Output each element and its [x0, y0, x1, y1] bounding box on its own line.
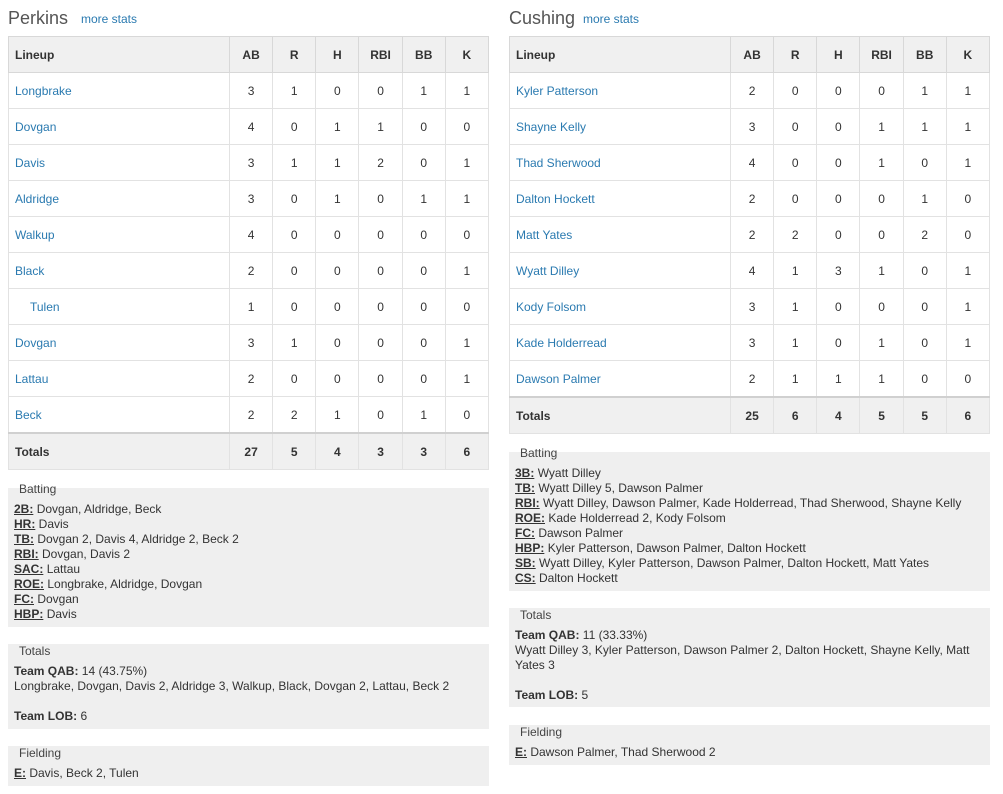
totals-panel-body: [515, 628, 984, 703]
stat-line: [515, 571, 984, 586]
column-header-ab: AB: [230, 37, 273, 73]
stat-ab: 2: [230, 253, 273, 289]
totals-row: [510, 397, 990, 434]
fielding-panel: [509, 725, 990, 765]
stat-h: 0: [316, 361, 359, 397]
table-row: [510, 325, 990, 361]
lineup-header-row: [9, 37, 489, 73]
stat-bb: 0: [903, 325, 946, 361]
stat-bb: 0: [402, 253, 445, 289]
team-perkins: [8, 0, 489, 780]
stat-text: Dawson Palmer: [538, 526, 624, 540]
stat-r: 0: [273, 217, 316, 253]
stat-k: 0: [946, 217, 989, 253]
table-row: [9, 289, 489, 325]
stat-line: [515, 526, 984, 541]
stat-k: 0: [946, 361, 989, 398]
stat-text: Dovgan, Davis 2: [42, 547, 131, 561]
stat-r: 1: [774, 253, 817, 289]
stat-text: Longbrake, Aldridge, Dovgan: [47, 577, 203, 591]
table-row: [510, 289, 990, 325]
lineup-header-row: [510, 37, 990, 73]
player-link[interactable]: Dovgan: [15, 335, 57, 350]
stat-bb: 0: [402, 325, 445, 361]
stat-k: 1: [445, 145, 488, 181]
stat-bb: 0: [903, 289, 946, 325]
stat-ab: 3: [731, 109, 774, 145]
stat-text: Kade Holderread 2, Kody Folsom: [548, 511, 726, 525]
stat-bb: 1: [903, 181, 946, 217]
player-link[interactable]: Kade Holderread: [516, 335, 607, 350]
table-row: [9, 217, 489, 253]
totals-panel: [8, 644, 489, 729]
totals-panel-body: [14, 664, 483, 724]
stat-ab: 2: [731, 73, 774, 109]
column-header-rbi: RBI: [860, 37, 903, 73]
stat-r: 1: [774, 325, 817, 361]
stat-text: Wyatt Dilley, Dawson Palmer, Kade Holderread, Thad Sherwood, Shayne Kelly: [543, 496, 962, 510]
stat-abbr: SB:: [515, 556, 536, 570]
stat-r: 0: [774, 145, 817, 181]
stat-h: 1: [316, 145, 359, 181]
player-link[interactable]: Lattau: [15, 371, 49, 386]
player-link[interactable]: Walkup: [15, 227, 55, 242]
stat-rbi: 0: [359, 217, 402, 253]
stat-r: 1: [774, 361, 817, 398]
team-header: [509, 0, 990, 36]
stat-ab: 3: [230, 145, 273, 181]
table-row: [510, 145, 990, 181]
stat-k: 1: [946, 325, 989, 361]
team-qab-value: 11 (33.33%): [582, 628, 648, 642]
stat-bb: 1: [903, 73, 946, 109]
stat-h: 0: [817, 325, 860, 361]
column-header-bb: BB: [903, 37, 946, 73]
stat-rbi: 1: [860, 361, 903, 398]
stat-line: [14, 517, 483, 532]
stat-ab: 3: [731, 325, 774, 361]
stat-ab: 4: [731, 253, 774, 289]
table-row: [510, 253, 990, 289]
stat-rbi: 0: [359, 181, 402, 217]
column-header-h: H: [817, 37, 860, 73]
column-header-rbi: RBI: [359, 37, 402, 73]
table-row: [510, 73, 990, 109]
totals-bb: 5: [903, 397, 946, 434]
stat-line: [14, 577, 483, 592]
stat-ab: 4: [731, 145, 774, 181]
stat-line: [14, 502, 483, 517]
player-link[interactable]: Thad Sherwood: [516, 155, 601, 170]
stat-bb: 0: [402, 361, 445, 397]
stat-rbi: 0: [359, 253, 402, 289]
stat-k: 1: [946, 109, 989, 145]
stat-ab: 3: [230, 325, 273, 361]
stat-ab: 2: [230, 397, 273, 434]
stat-line: [515, 466, 984, 481]
totals-ab: 25: [731, 397, 774, 434]
stat-abbr: E:: [14, 766, 26, 780]
stat-bb: 0: [402, 289, 445, 325]
stat-abbr: ROE:: [515, 511, 545, 525]
stat-rbi: 0: [359, 361, 402, 397]
fielding-panel: [8, 746, 489, 786]
stat-h: 1: [316, 397, 359, 434]
stat-ab: 3: [230, 181, 273, 217]
totals-k: 6: [445, 433, 488, 470]
stat-r: 0: [273, 181, 316, 217]
batting-panel: [8, 482, 489, 627]
stat-rbi: 0: [860, 181, 903, 217]
more-stats-link[interactable]: more stats: [583, 12, 640, 26]
stat-line: [14, 766, 483, 781]
stat-r: 0: [273, 253, 316, 289]
stat-abbr: FC:: [515, 526, 535, 540]
stat-bb: 1: [402, 73, 445, 109]
stat-rbi: 0: [860, 73, 903, 109]
team-lob-value: 6: [80, 709, 88, 723]
column-header-r: R: [774, 37, 817, 73]
totals-ab: 27: [230, 433, 273, 470]
stat-k: 0: [445, 289, 488, 325]
stat-abbr: 3B:: [515, 466, 535, 480]
panel-title: Batting: [520, 446, 558, 460]
stat-line: [515, 481, 984, 496]
totals-r: 5: [273, 433, 316, 470]
stat-rbi: 0: [359, 289, 402, 325]
team-qab-detail: Longbrake, Dovgan, Davis 2, Aldridge 3, Walkup, Black, Dovgan 2, Lattau, Beck 2: [14, 679, 450, 693]
stat-k: 1: [445, 181, 488, 217]
stat-h: 1: [316, 109, 359, 145]
batting-panel: [509, 446, 990, 591]
stat-line: [14, 547, 483, 562]
player-link[interactable]: Davis: [15, 155, 46, 170]
stat-h: 0: [316, 289, 359, 325]
stat-r: 0: [273, 361, 316, 397]
column-header-bb: BB: [402, 37, 445, 73]
stat-bb: 2: [903, 217, 946, 253]
stat-text: Dovgan, Aldridge, Beck: [36, 502, 162, 516]
stat-r: 0: [774, 73, 817, 109]
stat-rbi: 1: [860, 325, 903, 361]
table-row: [9, 397, 489, 434]
stat-ab: 2: [731, 181, 774, 217]
panel-title: Fielding: [520, 725, 563, 739]
stat-line: [14, 607, 483, 622]
more-stats-link[interactable]: more stats: [81, 12, 138, 26]
table-row: [9, 73, 489, 109]
stat-k: 0: [445, 109, 488, 145]
totals-panel: [509, 608, 990, 707]
stat-abbr: FC:: [14, 592, 34, 606]
player-link[interactable]: Shayne Kelly: [516, 119, 587, 134]
stat-rbi: 0: [359, 397, 402, 434]
stat-rbi: 2: [359, 145, 402, 181]
stat-line: [14, 592, 483, 607]
stat-bb: 1: [402, 397, 445, 434]
column-header-lineup: Lineup: [510, 37, 731, 73]
table-row: [9, 253, 489, 289]
totals-rbi: 5: [860, 397, 903, 434]
stat-text: Wyatt Dilley, Kyler Patterson, Dawson Palmer, Dalton Hockett, Matt Yates: [539, 556, 930, 570]
stat-line: [515, 511, 984, 526]
stat-text: Dawson Palmer, Thad Sherwood 2: [530, 745, 716, 759]
panel-title: Fielding: [19, 746, 62, 760]
stat-k: 1: [445, 73, 488, 109]
stat-rbi: 0: [860, 289, 903, 325]
table-row: [9, 145, 489, 181]
player-link[interactable]: Dovgan: [15, 119, 57, 134]
stat-rbi: 0: [860, 217, 903, 253]
stat-line: [14, 532, 483, 547]
lineup-body: [510, 73, 990, 398]
player-link[interactable]: Matt Yates: [516, 227, 573, 242]
stat-r: 0: [774, 181, 817, 217]
totals-k: 6: [946, 397, 989, 434]
column-header-k: K: [946, 37, 989, 73]
stat-k: 1: [946, 253, 989, 289]
stat-bb: 0: [402, 217, 445, 253]
stat-rbi: 1: [860, 145, 903, 181]
stat-k: 0: [445, 397, 488, 434]
stat-h: 0: [817, 181, 860, 217]
panel-title: Batting: [19, 482, 57, 496]
table-row: [510, 361, 990, 398]
panel-title: Totals: [19, 644, 51, 658]
stat-h: 0: [316, 73, 359, 109]
stat-ab: 3: [731, 289, 774, 325]
team-cushing: [509, 0, 990, 759]
stat-r: 1: [774, 289, 817, 325]
column-header-k: K: [445, 37, 488, 73]
stat-line: [14, 562, 483, 577]
table-row: [9, 109, 489, 145]
table-row: [510, 181, 990, 217]
stat-abbr: CS:: [515, 571, 536, 585]
stat-abbr: HBP:: [515, 541, 545, 555]
stat-h: 0: [316, 217, 359, 253]
stat-r: 0: [774, 109, 817, 145]
player-link[interactable]: Longbrake: [15, 83, 72, 98]
player-link[interactable]: Aldridge: [15, 191, 60, 206]
stat-ab: 2: [731, 217, 774, 253]
stat-text: Davis, Beck 2, Tulen: [29, 766, 139, 780]
totals-bb: 3: [402, 433, 445, 470]
totals-row: [9, 433, 489, 470]
player-link[interactable]: Dalton Hockett: [516, 191, 595, 206]
stat-h: 1: [817, 361, 860, 398]
fielding-lines: [515, 745, 984, 760]
team-qab-label: Team QAB:: [14, 664, 79, 678]
stat-h: 0: [316, 253, 359, 289]
stat-k: 0: [445, 217, 488, 253]
batting-lines: [515, 466, 984, 586]
stat-bb: 0: [903, 253, 946, 289]
totals-label: Totals: [510, 397, 731, 434]
stat-line: [515, 745, 984, 760]
stat-ab: 1: [230, 289, 273, 325]
stat-r: 2: [273, 397, 316, 434]
stat-abbr: RBI:: [14, 547, 39, 561]
table-row: [9, 325, 489, 361]
totals-h: 4: [817, 397, 860, 434]
stat-h: 0: [817, 145, 860, 181]
player-link[interactable]: Dawson Palmer: [516, 371, 601, 386]
stat-text: Davis: [38, 517, 69, 531]
stat-rbi: 1: [359, 109, 402, 145]
stat-bb: 0: [402, 109, 445, 145]
stat-h: 3: [817, 253, 860, 289]
stat-r: 0: [273, 289, 316, 325]
stat-ab: 3: [230, 73, 273, 109]
player-link[interactable]: Wyatt Dilley: [516, 263, 580, 278]
column-header-h: H: [316, 37, 359, 73]
column-header-ab: AB: [731, 37, 774, 73]
stat-abbr: ROE:: [14, 577, 44, 591]
stat-h: 0: [316, 325, 359, 361]
team-lob-label: Team LOB:: [515, 688, 579, 702]
stat-r: 1: [273, 73, 316, 109]
team-qab-label: Team QAB:: [515, 628, 580, 642]
stat-k: 1: [946, 289, 989, 325]
table-row: [510, 109, 990, 145]
stat-h: 0: [817, 73, 860, 109]
stat-ab: 2: [230, 361, 273, 397]
batting-lines: [14, 502, 483, 622]
stat-bb: 1: [903, 109, 946, 145]
stat-abbr: 2B:: [14, 502, 34, 516]
stat-line: [515, 496, 984, 511]
player-link[interactable]: Beck: [15, 407, 42, 422]
team-qab-value: 14 (43.75%): [81, 664, 148, 678]
stat-abbr: TB:: [14, 532, 34, 546]
stat-text: Wyatt Dilley: [537, 466, 601, 480]
stat-bb: 0: [903, 361, 946, 398]
stat-h: 0: [817, 109, 860, 145]
lineup-table: [509, 36, 990, 434]
stat-k: 1: [445, 325, 488, 361]
stat-abbr: SAC:: [14, 562, 44, 576]
stat-line: [515, 556, 984, 571]
table-row: [9, 361, 489, 397]
lineup-table: [8, 36, 489, 470]
stat-abbr: HBP:: [14, 607, 44, 621]
totals-r: 6: [774, 397, 817, 434]
stat-h: 0: [817, 289, 860, 325]
table-row: [9, 181, 489, 217]
stat-text: Dovgan 2, Davis 4, Aldridge 2, Beck 2: [37, 532, 239, 546]
stat-h: 1: [316, 181, 359, 217]
stat-rbi: 0: [359, 73, 402, 109]
team-lob-value: 5: [581, 688, 589, 702]
stat-abbr: HR:: [14, 517, 36, 531]
stat-text: Dovgan: [37, 592, 79, 606]
stat-r: 1: [273, 145, 316, 181]
stat-rbi: 0: [359, 325, 402, 361]
player-link[interactable]: Tulen: [30, 299, 60, 314]
stat-abbr: TB:: [515, 481, 535, 495]
lineup-body: [9, 73, 489, 434]
team-qab-detail: Wyatt Dilley 3, Kyler Patterson, Dawson Palmer 2, Dalton Hockett, Shayne Kelly, Matt Yates 3: [515, 643, 970, 672]
stat-ab: 2: [731, 361, 774, 398]
stat-ab: 4: [230, 217, 273, 253]
stat-text: Wyatt Dilley 5, Dawson Palmer: [538, 481, 703, 495]
column-header-r: R: [273, 37, 316, 73]
player-link[interactable]: Black: [15, 263, 45, 278]
totals-rbi: 3: [359, 433, 402, 470]
stat-bb: 0: [402, 145, 445, 181]
stat-k: 0: [946, 181, 989, 217]
team-header: [8, 0, 489, 36]
totals-h: 4: [316, 433, 359, 470]
stat-text: Dalton Hockett: [539, 571, 618, 585]
stat-abbr: RBI:: [515, 496, 540, 510]
player-link[interactable]: Kody Folsom: [516, 299, 587, 314]
stat-line: [515, 541, 984, 556]
team-name: Perkins: [8, 8, 69, 28]
stat-k: 1: [946, 145, 989, 181]
stat-bb: 0: [903, 145, 946, 181]
stat-k: 1: [946, 73, 989, 109]
totals-label: Totals: [9, 433, 230, 470]
team-name: Cushing: [509, 8, 576, 28]
stat-h: 0: [817, 217, 860, 253]
team-lob-label: Team LOB:: [14, 709, 78, 723]
stat-text: Lattau: [46, 562, 81, 576]
stat-k: 1: [445, 361, 488, 397]
table-row: [510, 217, 990, 253]
stat-rbi: 1: [860, 253, 903, 289]
stat-r: 0: [273, 109, 316, 145]
stat-ab: 4: [230, 109, 273, 145]
stat-text: Kyler Patterson, Dawson Palmer, Dalton Hockett: [547, 541, 806, 555]
stat-abbr: E:: [515, 745, 527, 759]
column-header-lineup: Lineup: [9, 37, 230, 73]
player-link[interactable]: Kyler Patterson: [516, 83, 599, 98]
stat-rbi: 1: [860, 109, 903, 145]
stat-r: 2: [774, 217, 817, 253]
stat-k: 1: [445, 253, 488, 289]
stat-text: Davis: [46, 607, 77, 621]
stat-bb: 1: [402, 181, 445, 217]
fielding-lines: [14, 766, 483, 781]
stat-r: 1: [273, 325, 316, 361]
panel-title: Totals: [520, 608, 552, 622]
